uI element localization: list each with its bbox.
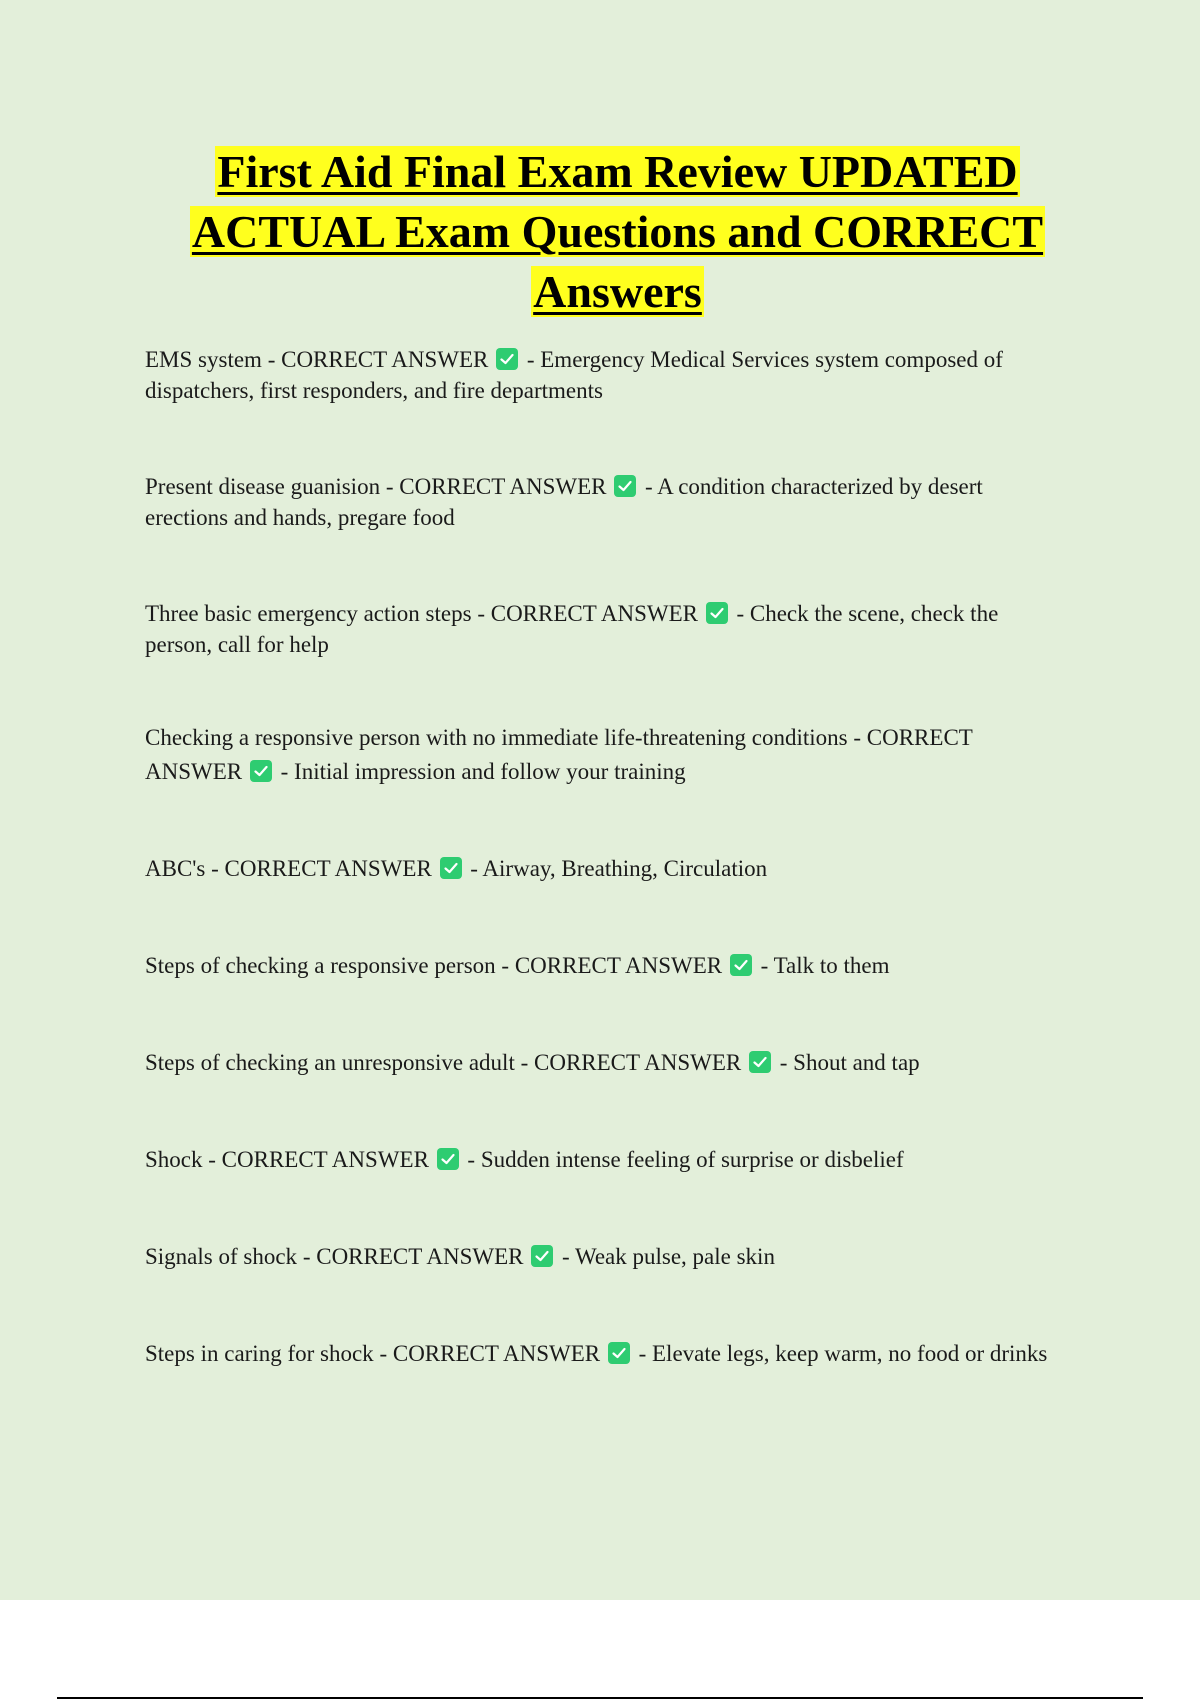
qa-separator: - CORRECT ANSWER: [261, 347, 489, 372]
qa-entry: [145, 471, 1055, 533]
qa-answer: - Airway, Breathing, Circulation: [470, 856, 768, 881]
qa-entry: [145, 1047, 1055, 1078]
qa-answer: - Weak pulse, pale skin: [561, 1244, 775, 1269]
qa-entry: [145, 721, 1055, 789]
document-title: [130, 142, 1105, 322]
qa-entry: [145, 950, 1055, 981]
qa-answer: - Initial impression and follow your training: [280, 759, 686, 784]
qa-answer: - A condition characterized by desert erections and hands, pregare food: [145, 474, 983, 530]
qa-separator: - CORRECT ANSWER: [145, 725, 973, 784]
qa-separator: - CORRECT ANSWER: [373, 1341, 601, 1366]
qa-entry: [145, 598, 1055, 660]
title-line-3: Answers: [533, 266, 702, 317]
qa-entry: [145, 853, 1055, 884]
check-mark-icon: [706, 602, 728, 624]
qa-separator: - CORRECT ANSWER: [380, 474, 607, 499]
check-mark-icon: [250, 760, 272, 782]
qa-separator: - CORRECT ANSWER: [495, 953, 723, 978]
check-mark-icon: [440, 857, 462, 879]
qa-separator: - CORRECT ANSWER: [471, 601, 698, 626]
qa-separator: - CORRECT ANSWER: [205, 856, 432, 881]
qa-entry: [145, 1144, 1055, 1175]
check-mark-icon: [531, 1245, 553, 1267]
check-mark-icon: [496, 348, 518, 370]
title-line-1: First Aid Final Exam Review UPDATED: [217, 146, 1018, 197]
qa-separator: - CORRECT ANSWER: [514, 1050, 742, 1075]
qa-term: Checking a responsive person with no immediate life-threatening conditions: [145, 725, 848, 750]
qa-term: ABC's: [145, 856, 206, 881]
qa-answer: - Shout and tap: [779, 1050, 920, 1075]
qa-entry: [145, 344, 1055, 406]
check-mark-icon: [614, 475, 636, 497]
footer-divider: [57, 1697, 1143, 1699]
qa-answer: - Elevate legs, keep warm, no food or drinks: [638, 1341, 1048, 1366]
qa-term: Three basic emergency action steps: [145, 601, 472, 626]
qa-answer: - Check the scene, check the person, call for help: [145, 601, 999, 657]
qa-answer: - Emergency Medical Services system composed of dispatchers, first responders, and fire departments: [145, 347, 1003, 403]
title-line-2: ACTUAL Exam Questions and CORRECT: [191, 206, 1044, 257]
qa-term: Steps in caring for shock: [145, 1341, 374, 1366]
check-mark-icon: [608, 1342, 630, 1364]
check-mark-icon: [437, 1148, 459, 1170]
qa-term: Steps of checking a responsive person: [145, 953, 496, 978]
check-mark-icon: [730, 954, 752, 976]
qa-entry: [145, 1338, 1055, 1369]
check-mark-icon: [749, 1051, 771, 1073]
qa-answer: - Sudden intense feeling of surprise or disbelief: [467, 1147, 904, 1172]
qa-entry: [145, 1241, 1055, 1272]
qa-separator: - CORRECT ANSWER: [202, 1147, 429, 1172]
qa-separator: - CORRECT ANSWER: [297, 1244, 524, 1269]
qa-term: Steps of checking an unresponsive adult: [145, 1050, 515, 1075]
qa-term: EMS system: [145, 347, 262, 372]
qa-answer: - Talk to them: [760, 953, 890, 978]
qa-term: Present disease guanision: [145, 474, 381, 499]
qa-term: Signals of shock: [145, 1244, 298, 1269]
qa-term: Shock: [145, 1147, 203, 1172]
